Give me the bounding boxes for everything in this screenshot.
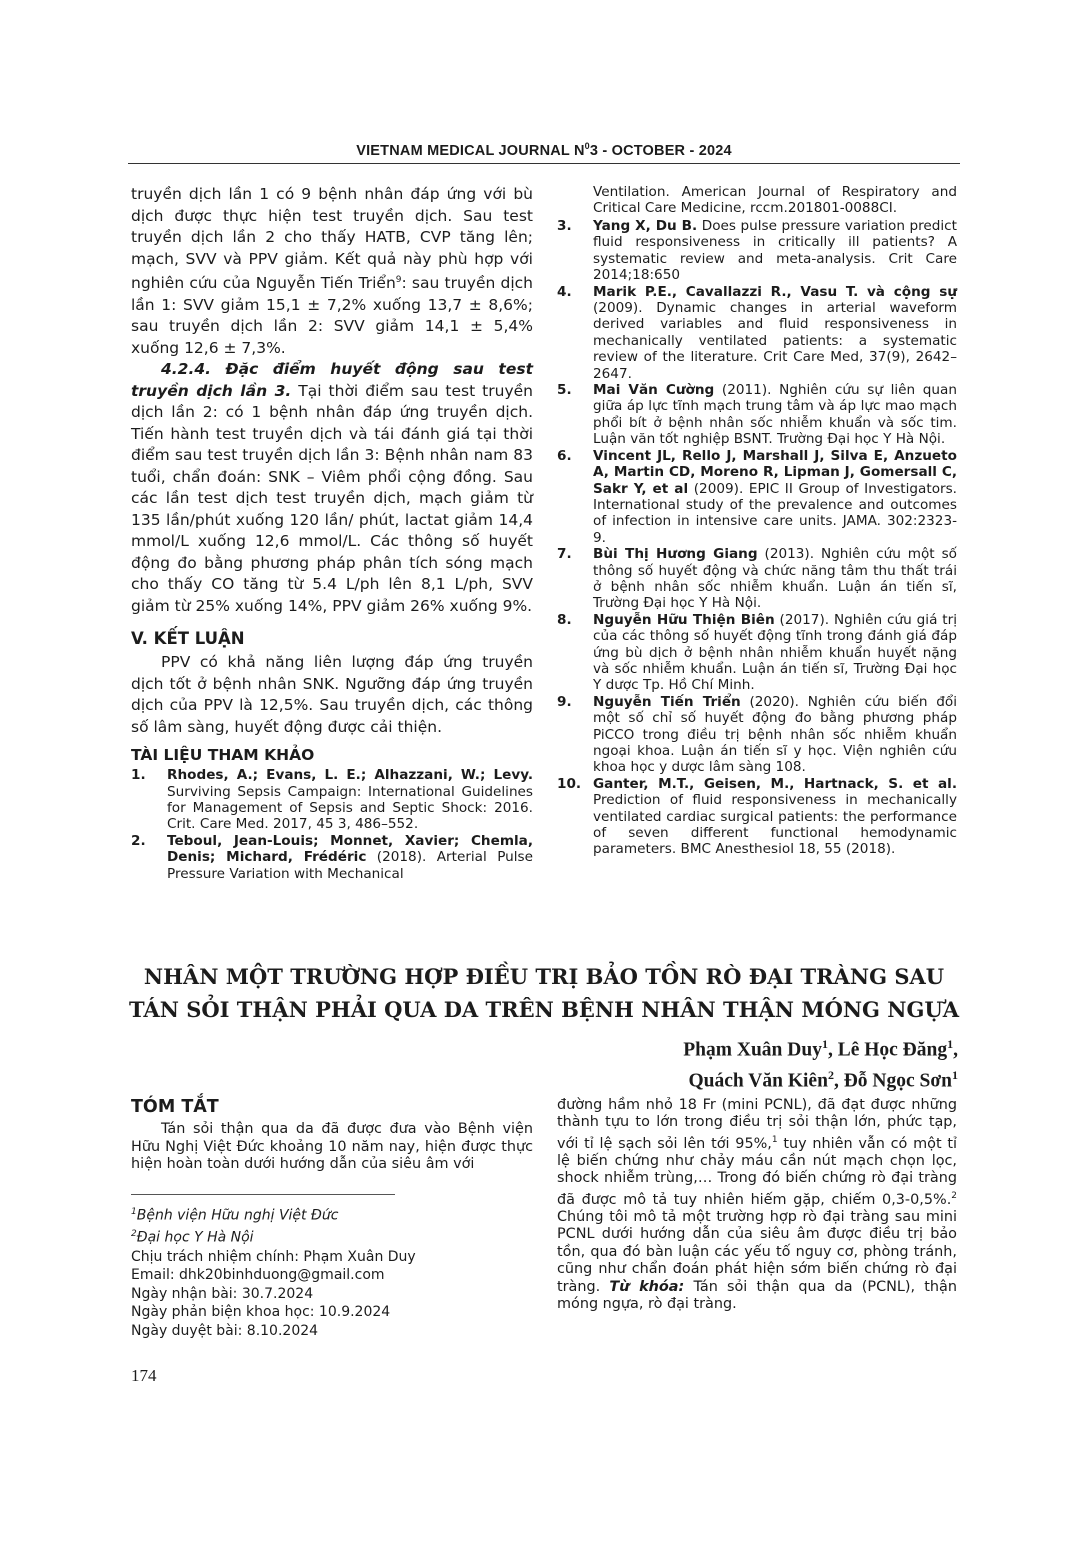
author-3-affiliation: 2 bbox=[827, 1067, 834, 1082]
paragraph-2-text: Tại thời điểm sau test truyền dịch lần 2: có 1 bệnh nhân đáp ứng truyền dịch. Tiến hành test truyền dịch và tái đánh giá tại thời điểm sau test truyền dịch lần 3: Bệnh nhân nam 83 tuổi, chẩn đoán: SNK – Viêm phổi cộng đồng. Sau các lần test dịch test truyền dịch, mạch giảm từ 135 lần/phút xuống 120 lần/ phút, lactat giảm 14,4 mmol/L xuống 12,6 mmol/L. Các thông số huyết động đo bằng phương pháp phân tích sóng mạch cho thấy CO tăng từ 5.4 L/ph lên 8,1 L/ph, SVV giảm từ 25% xuống 14%, PPV giảm 26% xuống 9%. bbox=[131, 381, 533, 615]
affiliation-1: Bệnh viện Hữu nghị Việt Đức bbox=[136, 1207, 339, 1224]
abstract-right-part-3: Chúng tôi mô tả một trường hợp rò đại tràng sau mini PCNL dưới hướng dẫn của siêu âm được điều trị bảo tồn, qua đó bàn luận các yếu tố nguy cơ, phòng tránh, cũng như chẩn đoán phát hiện sớm biến chứng rò đại tràng. bbox=[557, 1209, 957, 1295]
citation-sup-1: 1 bbox=[771, 1134, 778, 1145]
paragraph-1-text: truyền dịch lần 1 có 9 bệnh nhân đáp ứng với bù dịch được thực hiện test truyền dịch. Sau test truyền dịch lần 2 cho thấy HATB, CVP tăng lên; mạch, SVV và PPV giảm. Kết quả này phù hợp với nghiên cứu của Nguyễn Tiến Triển bbox=[131, 185, 533, 293]
reference-number: 6. bbox=[557, 447, 572, 464]
review-date: Ngày phản biện khoa học: 10.9.2024 bbox=[131, 1304, 391, 1321]
reference-item bbox=[557, 448, 957, 546]
journal-issue: 3 - OCTOBER - 2024 bbox=[589, 142, 732, 159]
reference-details: (2013). Nghiên cứu một số thông số huyết động và chức năng tâm thu thất trái ở bệnh nhân sốc nhiễm khuẩn. Luận án tiến sĩ, Trường Đại học Y Hà Nội. bbox=[593, 546, 957, 612]
reference-item bbox=[557, 776, 957, 858]
reference-details: Prediction of fluid responsiveness in mechanically ventilated cardiac surgical patients: the performance of seven different functional hemodynamic parameters. BMC Anesthesiol 18, 55 (2018). bbox=[593, 792, 957, 858]
reference-text bbox=[593, 546, 957, 612]
paragraph-1 bbox=[131, 184, 533, 359]
reference-number: 8. bbox=[557, 611, 572, 628]
abstract-heading: TÓM TẮT bbox=[131, 1097, 219, 1117]
reference-number: 1. bbox=[131, 767, 146, 784]
left-column bbox=[131, 184, 533, 882]
references-list-right bbox=[557, 218, 957, 858]
reference-details: (2018). Arterial Pulse Pressure Variation with Mechanical bbox=[167, 849, 533, 882]
reference-authors: Bùi Thị Hương Giang bbox=[593, 546, 758, 563]
journal-name: VIETNAM MEDICAL JOURNAL N bbox=[356, 142, 585, 159]
header-rule bbox=[128, 163, 960, 164]
reference-number: 2. bbox=[131, 832, 146, 849]
reference-text bbox=[593, 382, 957, 448]
citation-sup-2: 2 bbox=[951, 1190, 957, 1201]
title-line-2: TÁN SỎI THẬN PHẢI QUA DA TRÊN BỆNH NHÂN THẬN MÓNG NGỰA bbox=[128, 997, 960, 1022]
footnote-rule bbox=[131, 1194, 395, 1195]
reference-authors: Nguyễn Tiến Triển bbox=[593, 693, 741, 710]
reference-details: (2009). EPIC II Group of Investigators. International study of the prevalence and outcomes of infection in intensive care units. JAMA. 302:2323-9. bbox=[593, 480, 957, 546]
approval-date: Ngày duyệt bài: 8.10.2024 bbox=[131, 1322, 319, 1339]
reference-item bbox=[557, 546, 957, 612]
author-4-affiliation: 1 bbox=[952, 1067, 958, 1082]
affiliation-1-sup: 1 bbox=[131, 1207, 137, 1217]
abstract-right-part-2: tuy nhiên vẫn có một tỉ lệ biến chứng như chảy máu cần nút mạch chọn lọc, shock nhiễm trùng,… Trong đó biến chứng rò đại tràng đã được mô tả tuy nhiên hiếm gặp, chiếm 0,3-0,5%. bbox=[557, 1135, 958, 1208]
reference-number: 3. bbox=[557, 218, 572, 234]
reference-authors: Mai Văn Cường bbox=[593, 382, 715, 399]
abstract-left bbox=[131, 1097, 533, 1174]
author-3: Quách Văn Kiên bbox=[688, 1070, 828, 1091]
reference-details: (2009). Dynamic changes in arterial waveform derived variables and fluid responsiveness in mechanically ventilated patients: a systematic review of the literature. Crit Care Med, 37(9), 2642–2647. bbox=[593, 300, 957, 382]
reference-authors: Rhodes, A.; Evans, L. E.; Alhazzani, W.; Levy. bbox=[167, 767, 533, 784]
journal-header bbox=[128, 141, 960, 159]
reference-number: 7. bbox=[557, 546, 572, 563]
journal-number-sup: 0 bbox=[584, 141, 590, 151]
affiliation-2-sup: 2 bbox=[131, 1229, 137, 1240]
conclusion-heading: V. KẾT LUẬN bbox=[131, 629, 245, 649]
reference-item bbox=[131, 833, 533, 882]
reference-number: 4. bbox=[557, 283, 572, 300]
affiliation-2: Đại học Y Hà Nội bbox=[136, 1229, 254, 1246]
reference-number: 9. bbox=[557, 693, 572, 710]
abstract-right-part-1: đường hầm nhỏ 18 Fr (mini PCNL), đã đạt được những thành tựu to lớn trong điều trị sỏi thận lớn, phức tạp, với tỉ lệ sạch sỏi lên tới 95%, bbox=[557, 1097, 957, 1152]
reference-text bbox=[593, 612, 957, 694]
reference-authors: Yang X, Du B. bbox=[593, 218, 698, 234]
reference-authors: Nguyễn Hữu Thiện Biên bbox=[593, 611, 775, 628]
reference-details: (2020). Nghiên cứu biến đổi một số chỉ số huyết động đo bằng phương pháp PiCCO trong điều trị bệnh nhân sốc nhiễm khuẩn ngoại khoa. Luận án tiến sĩ y học. Viện nghiên cứu khoa học y dược lâm sàng 108. bbox=[593, 693, 957, 776]
reference-number: 10. bbox=[557, 775, 582, 792]
reference-item bbox=[557, 284, 957, 382]
reference-text bbox=[593, 448, 957, 546]
reference-item bbox=[557, 218, 957, 284]
reference-item bbox=[557, 694, 957, 776]
contact-email: Email: dhk20binhduong@gmail.com bbox=[131, 1267, 385, 1284]
page-number: 174 bbox=[131, 1366, 157, 1385]
citation-sup: 9 bbox=[395, 275, 402, 285]
reference-authors: Vincent JL, Rello J, Marshall J, Silva E, Anzueto A, Martin CD, Moreno R, Lipman J, Gomersall C, Sakr Y, et al bbox=[593, 447, 957, 497]
author-1: Phạm Xuân Duy bbox=[683, 1039, 822, 1061]
reference-text bbox=[593, 218, 957, 284]
reference-item bbox=[557, 612, 957, 694]
keywords-text: Tán sỏi thận qua da (PCNL), thận móng ngựa, rò đại tràng. bbox=[557, 1278, 957, 1313]
reference-text bbox=[167, 767, 533, 833]
reference-authors: Marik P.E., Cavallazzi R., Vasu T. và cộng sự bbox=[593, 283, 957, 300]
received-date: Ngày nhận bài: 30.7.2024 bbox=[131, 1285, 314, 1302]
paragraph-2 bbox=[131, 359, 533, 617]
title-line-1: NHÂN MỘT TRƯỜNG HỢP ĐIỀU TRỊ BẢO TỒN RÒ ĐẠI TRÀNG SAU bbox=[143, 964, 945, 989]
paragraph-1-tail: : sau truyền dịch lần 1: SVV giảm 15,1 ± 7,2% xuống 13,7 ± 8,6%; sau truyền dịch lần 2: SVV giảm 14,1 ± 5,4% xuống 12,6 ± 7,3%. bbox=[131, 274, 533, 357]
reference-details: Surviving Sepsis Campaign: International Guidelines for Management of Sepsis and Septic Shock: 2016. Crit. Care Med. 2017, 45 3, 486–552. bbox=[167, 783, 533, 833]
keywords-label: Từ khóa: bbox=[609, 1278, 685, 1295]
references-heading: TÀI LIỆU THAM KHẢO bbox=[131, 746, 315, 765]
reference-text bbox=[593, 694, 957, 776]
abstract-right bbox=[557, 1097, 957, 1313]
abstract-text-left: Tán sỏi thận qua da đã được đưa vào Bệnh viện Hữu Nghị Việt Đức khoảng 10 năm nay, hiện được thực hiện hoàn toàn dưới hướng dẫn của siêu âm với bbox=[131, 1121, 533, 1173]
reference-details: Does pulse pressure variation predict fluid responsiveness in critically ill patients? A systematic review and meta-analysis. Crit Care 2014;18:650 bbox=[593, 218, 957, 284]
author-2: Lê Học Đăng bbox=[837, 1039, 948, 1061]
reference-item bbox=[557, 382, 957, 448]
reference-text bbox=[593, 284, 957, 382]
right-column bbox=[557, 184, 957, 858]
reference-item bbox=[131, 767, 533, 833]
reference-authors: Teboul, Jean-Louis; Monnet, Xavier; Chemla, Denis; Michard, Frédéric bbox=[167, 832, 533, 866]
reference-text bbox=[167, 833, 533, 882]
responsible-author: Chịu trách nhiệm chính: Phạm Xuân Duy bbox=[131, 1248, 416, 1265]
reference-authors: Ganter, M.T., Geisen, M., Hartnack, S. et al. bbox=[593, 775, 957, 792]
author-list: Phạm Xuân Duy$^1$, Lê Học Đăng$^1$, Quách Văn Kiên$^2$, Đỗ Ngọc Sơn$^1$ bbox=[683, 1037, 958, 1091]
reference-details: (2011). Nghiên cứu sự liên quan giữa áp lực tĩnh mạch trung tâm và áp lực mao mạch phổi bít ở bệnh nhân sốc nhiễm khuẩn và sốc tim. Luận văn tốt nghiệp BSNT. Trường Đại học Y Hà Nội. bbox=[593, 382, 957, 448]
reference-text bbox=[593, 776, 957, 858]
references-list-left bbox=[131, 767, 533, 882]
author-1-affiliation: 1 bbox=[821, 1037, 828, 1051]
reference-details: (2017). Nghiên cứu giá trị của các thông số huyết động tĩnh trong đánh giá đáp ứng bù dịch ở bệnh nhân nhiễm khuẩn huyết nặng và sốc nhiễm khuẩn. Luận án tiến sĩ, Trường Đại học Y dược Tp. Hồ Chí Minh. bbox=[593, 611, 957, 694]
footnotes bbox=[131, 1203, 416, 1340]
author-2-affiliation: 1 bbox=[947, 1037, 954, 1051]
reference-number: 5. bbox=[557, 382, 572, 399]
article-title bbox=[128, 960, 960, 1026]
reference-continuation: Ventilation. American Journal of Respiratory and Critical Care Medicine, rccm.201801-0088CI. bbox=[593, 184, 957, 217]
sub-heading: 4.2.4. Đặc điểm huyết động sau test truyền dịch lần 3. bbox=[131, 360, 533, 400]
author-4: Đỗ Ngọc Sơn bbox=[843, 1070, 952, 1091]
conclusion-text: PPV có khả năng liên lượng đáp ứng truyền dịch tốt ở bệnh nhân SNK. Ngưỡng đáp ứng truyền dịch của PPV là 12,5%. Sau truyền dịch, các thông số lâm sàng, huyết động được cải thiện. bbox=[131, 653, 533, 736]
abstract-text-right bbox=[557, 1097, 957, 1313]
